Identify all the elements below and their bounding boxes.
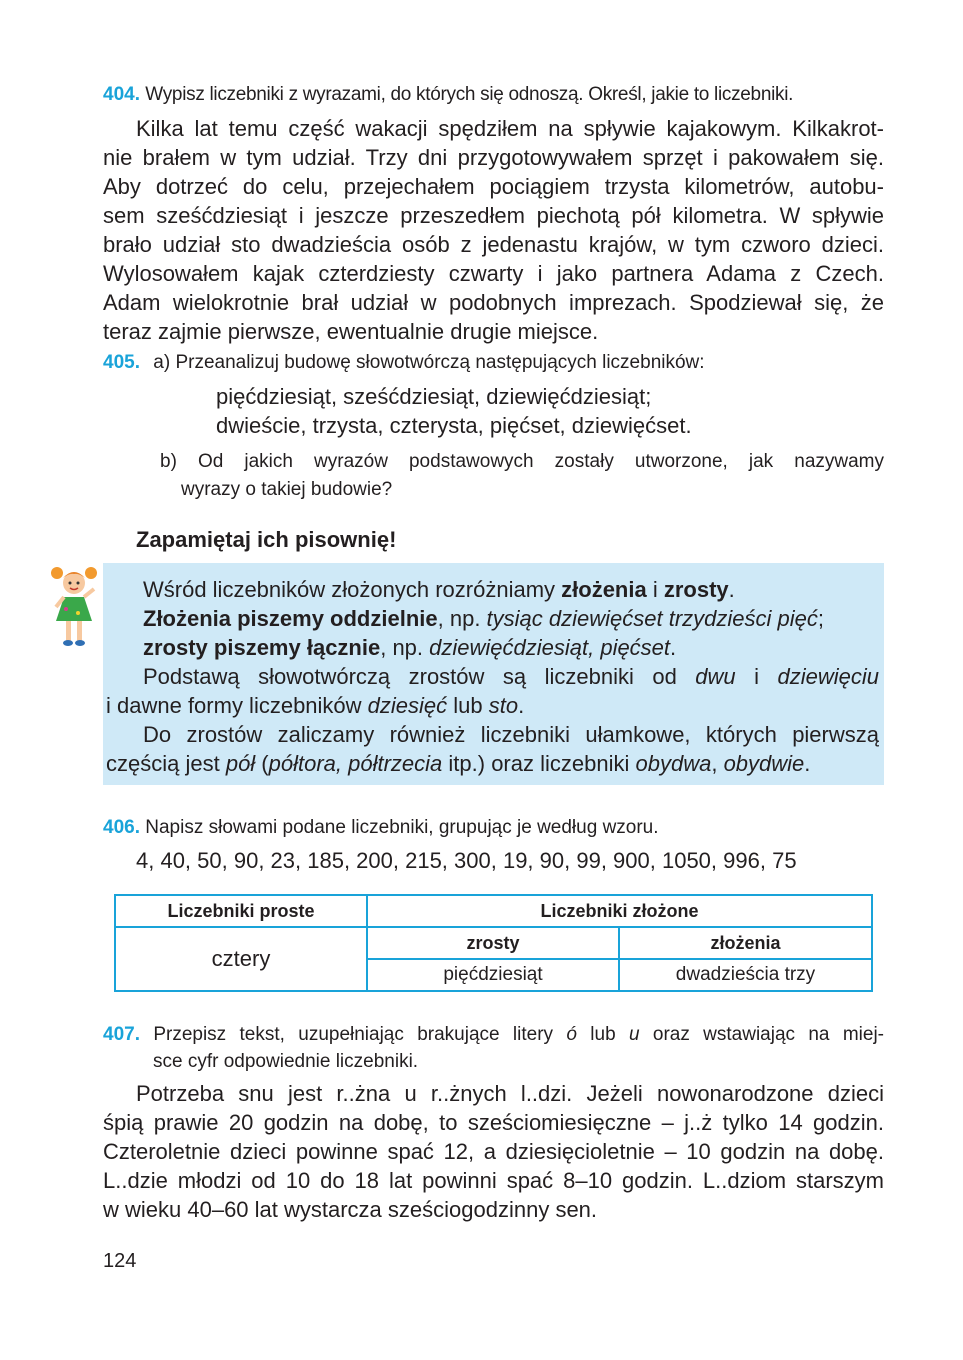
word-list-2: dwieście, trzysta, czterysta, pięćset, dziewięćset. <box>216 413 692 438</box>
exercise-instruction: Napisz słowami podane liczebniki, grupując je według wzoru. <box>145 817 659 838</box>
exercise-instruction: Wypisz liczebniki z wyrazami, do których się odnoszą. Określ, jakie to liczebniki. <box>145 84 794 105</box>
paragraph-line: Aby dotrzeć do celu, przejechałem pociągiem trzysta kilometrów, autobu- <box>103 174 884 199</box>
numerals-table <box>114 894 873 992</box>
paragraph-line: L..dzie młodzi od 10 do 18 lat powinni spać 8–10 godzin. L..dziom starszym <box>103 1168 884 1193</box>
exercise-part-b-cont: wyrazy o takiej budowie? <box>181 479 393 500</box>
paragraph-line: teraz zajmie pierwsze, ewentualnie drugie miejsce. <box>103 319 599 344</box>
rule-line-5: i dawne formy liczebników dziesięć lub sto. <box>106 693 525 718</box>
exercise-406-header <box>103 817 659 839</box>
cell-simple: cztery <box>115 927 367 991</box>
paragraph-line: Adam wielokrotnie brał udział w podobnych imprezach. Spodziewał się, że <box>103 290 884 315</box>
header-simple: Liczebniki proste <box>115 895 367 927</box>
exercise-407-header: 407. Przepisz tekst, uzupełniając brakujące litery ó lub u oraz wstawiając na miej- <box>103 1024 884 1045</box>
exercise-part-b: b) Od jakich wyrazów podstawowych zostały utworzone, jak nazywamy <box>160 451 884 472</box>
rule-line-6: Do zrostów zaliczamy również liczebniki ułamkowe, których pierwszą <box>143 722 879 747</box>
exercise-number: 407. <box>103 1024 140 1045</box>
paragraph-line: Potrzeba snu jest r..żna u r..żnych l..dzi. Jeżeli nowonarodzone dzieci <box>136 1081 884 1106</box>
cell-compounds: dwadzieścia trzy <box>619 959 872 991</box>
header-compound: Liczebniki złożone <box>367 895 872 927</box>
word-list-1: pięćdziesiąt, sześćdziesiąt, dziewięćdziesiąt; <box>216 384 652 409</box>
paragraph-line: śpią prawie 20 godzin na dobę, to sześciomiesięczne – j..ż tylko 14 godzin. <box>103 1110 884 1135</box>
header-compounds: złożenia <box>619 927 872 959</box>
exercise-number: 405. <box>103 352 140 373</box>
paragraph-line: brało udział sto dwadzieścia osób z jedenastu krajów, w tym czworo dzieci. <box>103 232 884 257</box>
paragraph-line: Wylosowałem kajak czterdziesty czwarty i jako partnera Adama z Czech. <box>103 261 884 286</box>
paragraph-line: w wieku 40–60 lat wystarcza sześciogodzinny sen. <box>103 1197 598 1222</box>
exercise-number: 404. <box>103 84 140 105</box>
exercise-404-header <box>103 84 793 106</box>
remember-heading: Zapamiętaj ich pisownię! <box>136 527 397 552</box>
header-fused: zrosty <box>367 927 619 959</box>
rule-line-4: Podstawą słowotwórczą zrostów są liczebniki od dwu i dziewięciu <box>143 664 879 689</box>
number-list: 4, 40, 50, 90, 23, 185, 200, 215, 300, 19, 90, 99, 900, 1050, 996, 75 <box>136 848 797 873</box>
paragraph-line: Kilka lat temu część wakacji spędziłem na spływie kajakowym. Kilkakrot- <box>136 116 884 141</box>
exercise-part-a: a) Przeanalizuj budowę słowotwórczą następujących liczebników: <box>153 352 705 373</box>
exercise-instruction-cont: sce cyfr odpowiednie liczebniki. <box>153 1051 419 1072</box>
exercise-405-header <box>103 352 705 374</box>
paragraph-line: sem sześćdziesiąt i jeszcze przeszedłem piechotą pół kilometra. W spływie <box>103 203 884 228</box>
cell-fused: pięćdziesiąt <box>367 959 619 991</box>
rule-line-7: częścią jest pół (półtora, półtrzecia itp.) oraz liczebniki obydwa, obydwie. <box>106 751 811 776</box>
exercise-number: 406. <box>103 817 140 838</box>
rule-line-3: zrosty piszemy łącznie, np. dziewięćdziesiąt, pięćset. <box>143 635 677 660</box>
rule-line-1: Wśród liczebników złożonych rozróżniamy złożenia i zrosty. <box>143 577 735 602</box>
page-number: 124 <box>103 1250 137 1272</box>
paragraph-line: nie brałem w tym udział. Trzy dni przygotowywałem sprzęt i pakowałem się. <box>103 145 884 170</box>
girl-mascot-icon <box>48 563 100 649</box>
paragraph-line: Czteroletnie dzieci powinne spać 12, a dziesięcioletnie – 10 godzin na dobę. <box>103 1139 884 1164</box>
rule-line-2: Złożenia piszemy oddzielnie, np. tysiąc dziewięćset trzydzieści pięć; <box>143 606 825 631</box>
